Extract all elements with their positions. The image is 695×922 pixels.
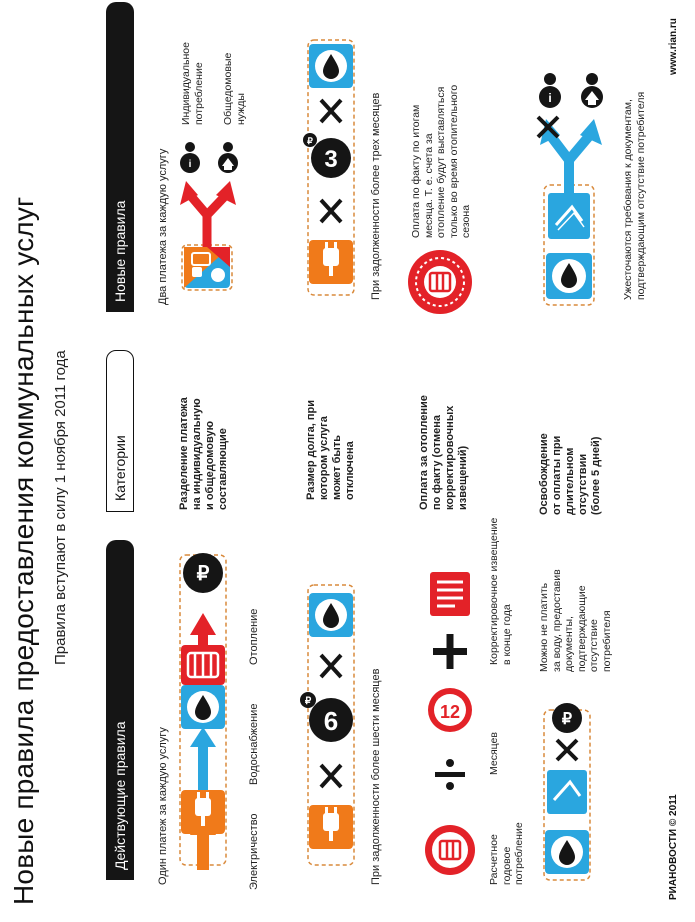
page-subtitle: Правила вступают в силу 1 ноября 2011 года bbox=[52, 350, 69, 665]
water-drop-icon bbox=[545, 830, 589, 874]
cross-icon bbox=[321, 100, 341, 122]
row1-current-caption: Один платеж за каждую услугу bbox=[157, 727, 169, 885]
row4-new-text: Ужесточаются требования к документам, подтверждающим отсутствие потребителя bbox=[622, 91, 647, 300]
svg-text:i: i bbox=[188, 159, 192, 170]
arrow-up-blue bbox=[190, 727, 216, 790]
months-badge bbox=[428, 688, 472, 732]
plug-icon bbox=[181, 790, 225, 834]
ruble-icon bbox=[183, 553, 223, 593]
row3-new-diagram bbox=[405, 245, 475, 320]
row2-new-caption: При задолженности более трех месяцев bbox=[370, 92, 382, 300]
row1-current-diagram bbox=[168, 535, 238, 875]
section-categories: Категории bbox=[106, 350, 134, 512]
water-drop-icon bbox=[211, 268, 225, 282]
label-months: Месяцев bbox=[488, 732, 500, 775]
person-icon bbox=[539, 73, 561, 108]
row3-new-text: Оплата по факту по итогам месяца. Т. е. счета за отопление будут выставляться только во время отопительного сезона bbox=[410, 84, 472, 238]
label-annual: Расчетное годовое потребление bbox=[488, 822, 525, 885]
plug-icon bbox=[192, 267, 202, 277]
row3-months: 12 bbox=[439, 702, 461, 722]
radiator-icon bbox=[181, 645, 225, 685]
cross-icon bbox=[557, 740, 577, 760]
debt-badge bbox=[303, 133, 351, 178]
person-icon bbox=[180, 142, 200, 173]
row2-current-caption: При задолженности более шести месяцев bbox=[370, 668, 382, 885]
label-correction: Корректировочное извещение в конце года bbox=[488, 517, 513, 665]
category-3: Оплата за отопление по факту (отмена корректировочных извещений) bbox=[418, 395, 469, 510]
radiator-icon bbox=[425, 825, 475, 875]
footer-brand: РИАНОВОСТИ © 2011 bbox=[668, 794, 679, 900]
water-drop-icon bbox=[309, 44, 353, 88]
row2-new-diagram bbox=[296, 30, 366, 300]
row4-current-diagram bbox=[532, 700, 602, 885]
label-common: Общедомовые нужды bbox=[222, 52, 247, 125]
ruble-icon bbox=[552, 703, 582, 733]
divide-icon bbox=[435, 759, 465, 790]
label-water: Водоснабжение bbox=[248, 703, 260, 785]
cross-icon bbox=[321, 655, 341, 677]
house-icon bbox=[581, 73, 603, 108]
svg-text:₽: ₽ bbox=[196, 563, 210, 585]
document-icon bbox=[430, 572, 470, 616]
svg-text:₽: ₽ bbox=[307, 136, 313, 146]
row2-current-diagram bbox=[296, 575, 366, 875]
svg-text:i: i bbox=[548, 91, 552, 105]
water-drop-icon bbox=[309, 593, 353, 637]
plus-icon bbox=[433, 634, 467, 669]
water-drop-icon bbox=[181, 685, 225, 729]
plug-icon bbox=[309, 805, 353, 849]
radiator-icon bbox=[408, 250, 472, 314]
plug-icon bbox=[309, 240, 353, 284]
svg-text:₽: ₽ bbox=[304, 696, 312, 707]
label-individual: Индивидуальное потребление bbox=[180, 42, 205, 125]
category-2: Размер долга, при котором услуга может быть отключена bbox=[305, 399, 356, 500]
arrow-split-red bbox=[180, 181, 236, 247]
svg-text:₽: ₽ bbox=[561, 711, 573, 728]
row4-new-diagram bbox=[532, 35, 622, 310]
category-1: Разделение платежа на индивидуальную и общедомовую составляющие bbox=[178, 397, 229, 510]
document-icon bbox=[548, 193, 590, 239]
row2-current-debt: 6 bbox=[323, 706, 339, 736]
row2-new-debt: 3 bbox=[324, 146, 338, 173]
cross-icon bbox=[321, 765, 341, 787]
section-current-rules: Действующие правила bbox=[106, 540, 134, 880]
label-electricity: Электричество bbox=[248, 813, 260, 890]
category-4: Освобождение от оплаты при длительном отсутствии (более 5 дней) bbox=[538, 433, 602, 515]
document-icon bbox=[547, 770, 587, 814]
footer-site: www.rian.ru bbox=[668, 18, 679, 75]
house-icon bbox=[218, 142, 238, 173]
label-heating: Отопление bbox=[248, 608, 260, 665]
section-new-rules: Новые правила bbox=[106, 2, 134, 312]
cross-icon bbox=[321, 200, 341, 222]
page-title: Новые правила предоставления коммунальных услуг bbox=[8, 196, 39, 905]
row3-current-diagram bbox=[415, 560, 485, 880]
row1-new-caption: Два платежа за каждую услугу bbox=[157, 148, 169, 305]
row4-current-caption: Можно не платить за воду, предоставив документы, подтверждающие отсутствие потребителя bbox=[538, 569, 613, 672]
water-drop-icon bbox=[546, 253, 592, 299]
